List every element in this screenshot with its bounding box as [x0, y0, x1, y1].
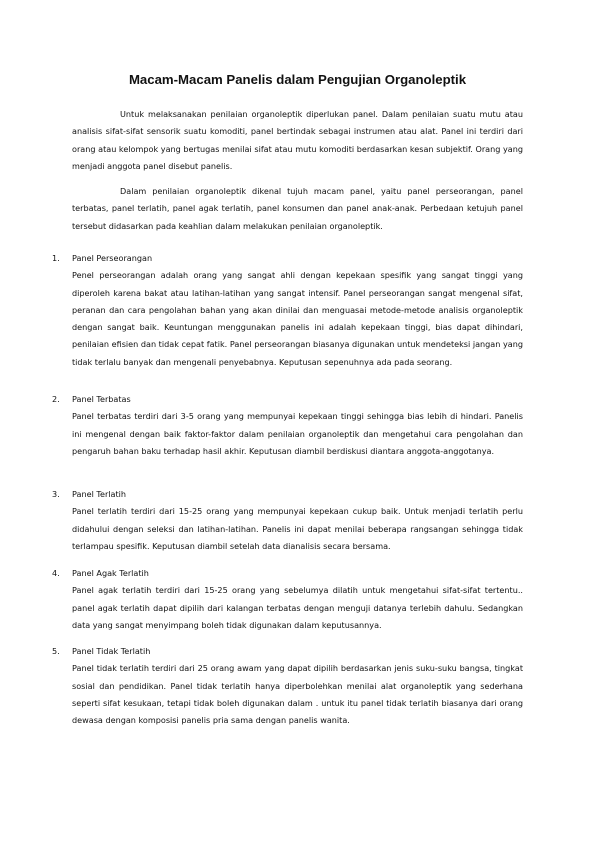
list-heading: Panel Tidak Terlatih [72, 646, 151, 656]
document-title: Macam-Macam Panelis dalam Pengujian Organoleptik [128, 72, 467, 87]
panel-types-paragraph: Dalam penilaian organoleptik dikenal tujuh macam panel, yaitu panel perseorangan, panel terbatas, panel terlatih, panel agak terlatih, panel konsumen dan panel anak-anak. Perbedaan ketujuh panel tersebut didasarkan pada keahlian dalam melakukan penilaian organoleptik. [72, 186, 523, 231]
list-heading: Panel Agak Terlatih [72, 568, 149, 578]
intro-paragraph: Untuk melaksanakan penilaian organoleptik diperlukan panel. Dalam penilaian suatu mutu atau analisis sifat-sifat sensorik suatu komoditi, panel bertindak sebagai instrumen atau alat. Panel ini terdiri dari orang atau kelompok yang bertugas menilai sifat atau mutu komoditi berdasarkan kesan subjektif. Orang yang menjadi anggota panel disebut panelis. [72, 109, 523, 171]
list-body: Panel terlatih terdiri dari 15-25 orang yang mempunyai kepekaan cukup baik. Untuk menjadi terlatih perlu didahului dengan seleksi dan latihan-latihan. Panelis ini dapat menilai beberapa rangsangan sehingga tidak terlampau spesifik. Keputusan diambil setelah data dianalisis secara bersama. [72, 506, 523, 551]
list-number: 5. [52, 646, 60, 656]
list-heading: Panel Terlatih [72, 489, 127, 499]
list-number: 4. [52, 568, 60, 578]
list-heading: Panel Terbatas [72, 394, 131, 404]
list-body: Panel agak terlatih terdiri dari 15-25 orang yang sebelumya dilatih untuk mengetahui sifat-sifat tertentu.. panel agak terlatih dapat dipilih dari kalangan terbatas dengan menguji datanya terlebih dahulu. Sedangkan data yang sangat menyimpang boleh tidak digunakan dalam keputusannya. [72, 585, 523, 630]
list-body: Panel tidak terlatih terdiri dari 25 orang awam yang dapat dipilih berdasarkan jenis suku-suku bangsa, tingkat sosial dan pendidikan. Panel tidak terlatih hanya diperbolehkan menilai alat organoleptik yang sederhana seperti sifat kesukaan, tetapi tidak boleh digunakan dalam . untuk itu panel tidak terlatih biasanya dari orang dewasa dengan komposisi panelis pria sama dengan panelis wanita. [72, 663, 523, 726]
list-number: 3. [52, 489, 60, 499]
list-heading: Panel Perseorangan [72, 253, 153, 263]
list-body: Panel terbatas terdiri dari 3-5 orang yang mempunyai kepekaan tinggi sehingga bias lebih di hindari. Panelis ini mengenal dengan baik faktor-faktor dalam penilaian organoleptik dan mengetahui cara pengolahan dan pengaruh bahan baku terhadap hasil akhir. Keputusan diambil berdiskusi diantara anggota-anggotanya. [72, 411, 523, 456]
list-number: 1. [52, 253, 60, 263]
list-number: 2. [52, 394, 60, 404]
list-body: Penel perseorangan adalah orang yang sangat ahli dengan kepekaan spesifik yang sangat tinggi yang diperoleh karena bakat atau latihan-latihan yang sangat intensif. Panel perseorangan sangat mengenal sifat, peranan dan cara pengolahan bahan yang akan dinilai dan menguasai metode-metode analisis organoleptik dengan sangat baik. Keuntungan menggunakan panelis ini adalah kepekaan tinggi, bias dapat dihindari, penilaian efisien dan tidak cepat fatik. Panel perseorangan biasanya digunakan untuk mendeteksi jangan yang tidak terlalu banyak dan mengenali penyebabnya. Keputusan sepenuhnya ada pada seorang. [72, 270, 523, 367]
